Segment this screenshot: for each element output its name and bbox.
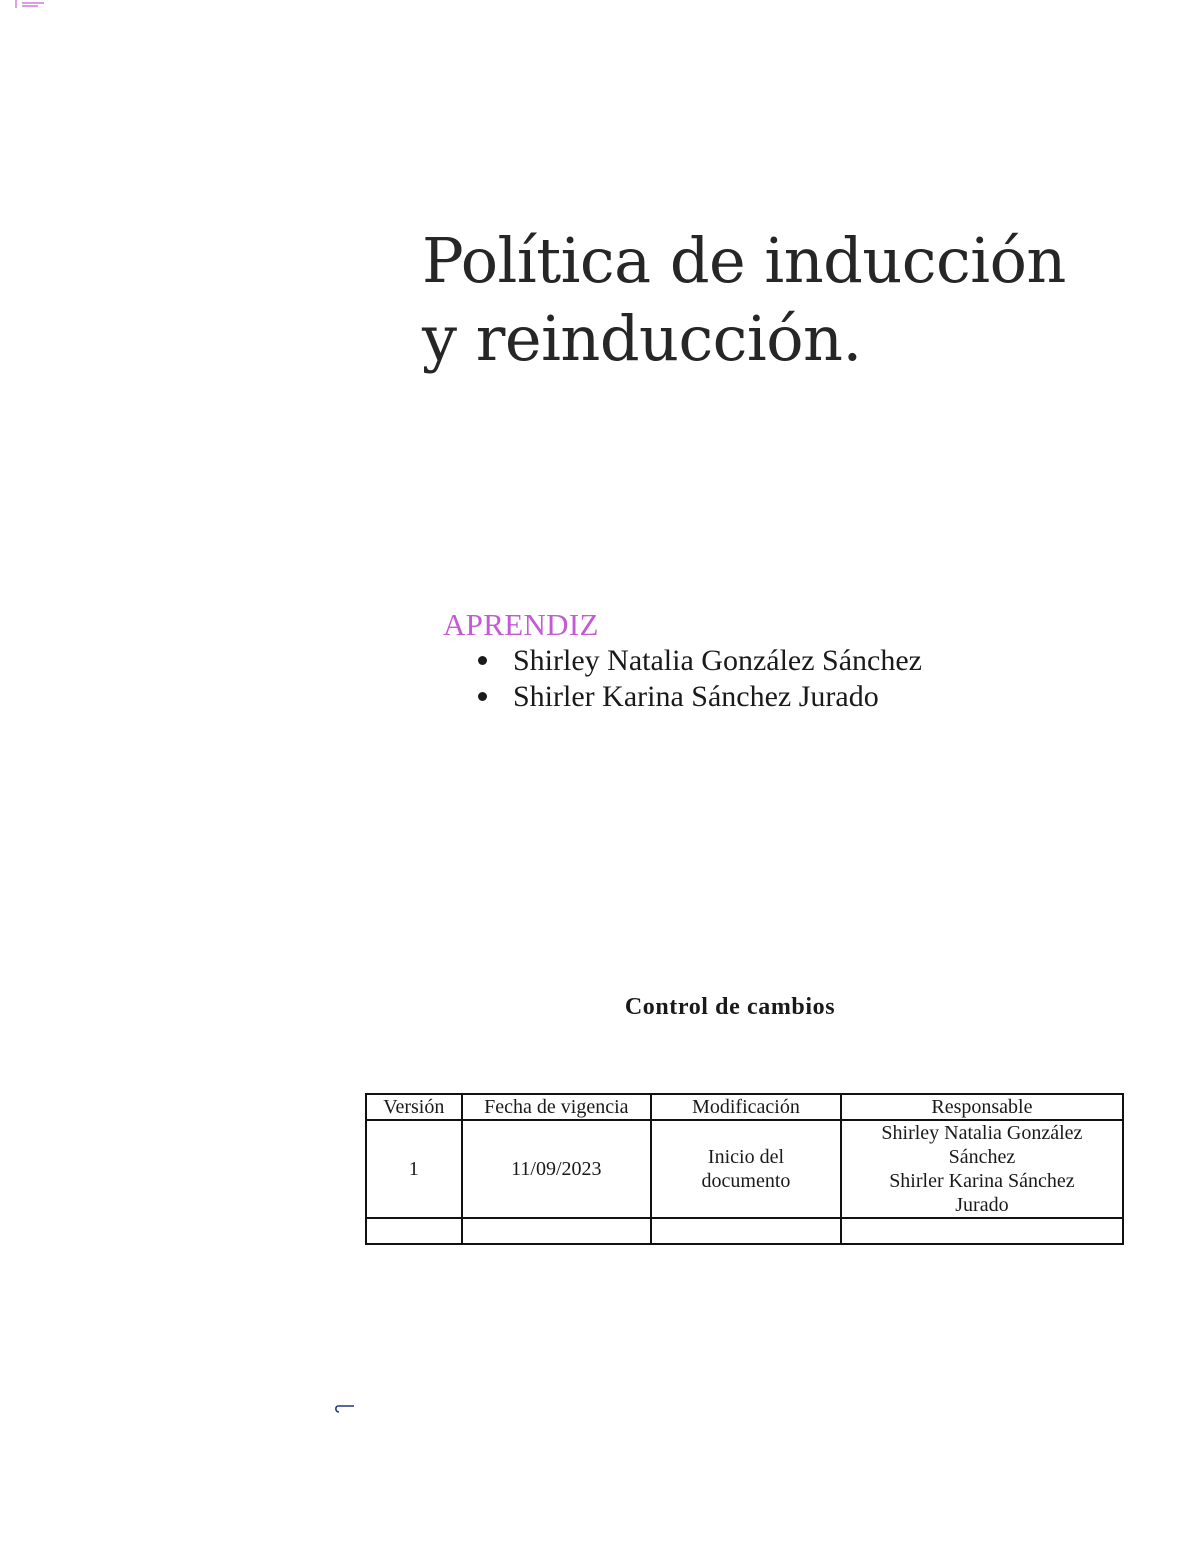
apprentice-label: APRENDIZ xyxy=(443,607,599,642)
apprentice-name: Shirler Karina Sánchez Jurado xyxy=(513,680,879,713)
list-item xyxy=(443,643,1143,679)
responsible-line: Shirley Natalia González xyxy=(881,1122,1083,1144)
apprentice-name: Shirley Natalia González Sánchez xyxy=(513,644,922,677)
table-row xyxy=(366,1120,1123,1218)
column-header-date: Fecha de vigencia xyxy=(462,1094,652,1120)
responsible-line: Jurado xyxy=(955,1194,1009,1216)
document-title xyxy=(422,222,1162,378)
modification-line: documento xyxy=(701,1170,791,1192)
cell-date: 11/09/2023 xyxy=(462,1120,652,1218)
modification-line: Inicio del xyxy=(707,1146,785,1168)
empty-cell xyxy=(651,1218,841,1244)
cell-responsible xyxy=(841,1120,1123,1218)
change-control-table xyxy=(365,1093,1124,1245)
bullet-icon xyxy=(478,692,487,701)
table-header-row xyxy=(366,1094,1123,1120)
column-header-modification: Modificación xyxy=(651,1094,841,1120)
apprentice-list xyxy=(443,643,1143,715)
change-control-heading: Control de cambios xyxy=(624,994,836,1020)
cell-modification xyxy=(651,1120,841,1218)
empty-cell xyxy=(462,1218,652,1244)
title-line-1: Política de inducción xyxy=(422,224,1066,297)
title-line-2: y reinducción. xyxy=(422,302,862,375)
empty-cell xyxy=(841,1218,1123,1244)
bullet-icon xyxy=(478,656,487,665)
cell-version: 1 xyxy=(366,1120,462,1218)
list-item xyxy=(443,679,1143,715)
empty-cell xyxy=(366,1218,462,1244)
table-row-empty xyxy=(366,1218,1123,1244)
footer-mark-icon xyxy=(332,1400,356,1414)
apprentice-section xyxy=(443,607,1143,715)
column-header-version: Versión xyxy=(366,1094,462,1120)
corner-mark-icon xyxy=(14,0,46,8)
responsible-line: Sánchez xyxy=(948,1146,1016,1168)
column-header-responsible: Responsable xyxy=(841,1094,1123,1120)
responsible-line: Shirler Karina Sánchez xyxy=(889,1170,1075,1192)
